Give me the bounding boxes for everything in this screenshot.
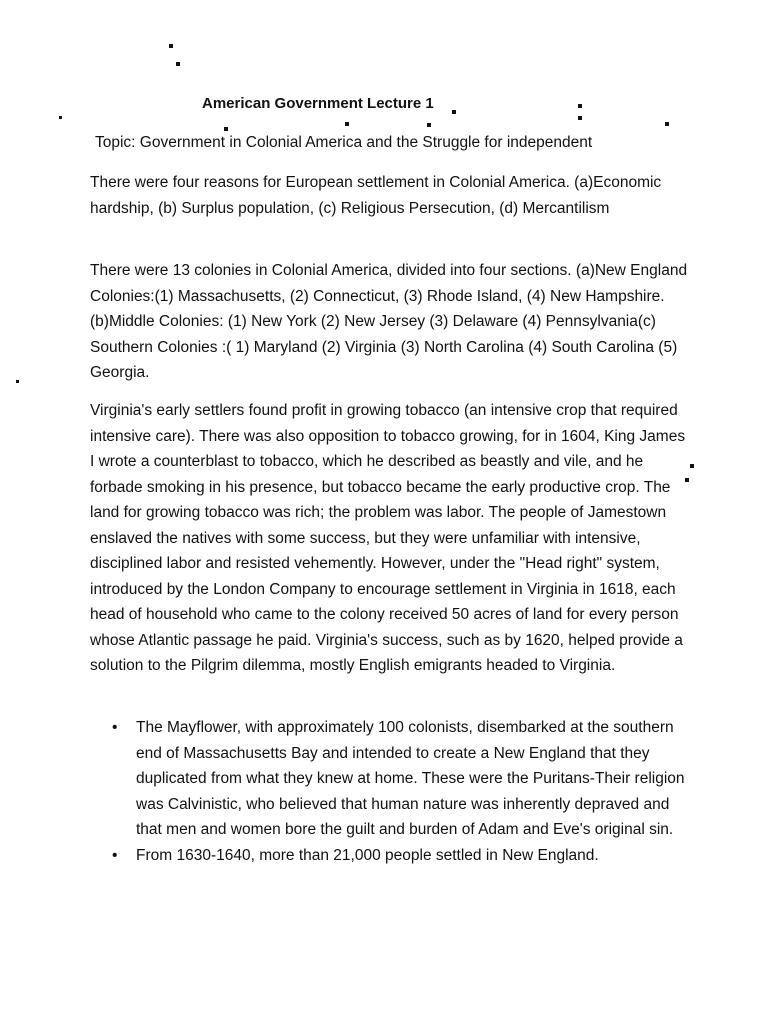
scan-speck — [665, 122, 669, 126]
scan-speck — [59, 116, 62, 119]
scan-speck — [345, 122, 349, 126]
paragraph-thirteen-colonies: There were 13 colonies in Colonial America, divided into four sections. (a)New England Colonies:(1) Massachusetts, (2) Connecticut, (3) Rhode Island, (4) New Hampshire. (b)Middle Colonies: (1) New York (2) New Jersey (3) Delaware (4) Pennsylvania(c) Southern Colonies :( 1) Maryland (2) Virginia (3) North Carolina (4) South Carolina (5) Georgia. — [90, 262, 688, 381]
topic-line: Topic: Government in Colonial America and the Struggle for independent — [95, 134, 593, 151]
paragraph-virginia-tobacco: Virginia's early settlers found profit in growing tobacco (an intensive crop that required intensive care). There was also opposition to tobacco growing, for in 1604, King James I wrote a counterblast to tobacco, which he described as beastly and vile, and he forbade smoking in his presence, but tobacco became the early productive crop. The land for growing tobacco was rich; the problem was labor. The people of Jamestown enslaved the natives with some success, but they were unfamiliar with intensive, disciplined labor and resisted vehemently. However, under the "Head right" system, introduced by the London Company to encourage settlement in Virginia in 1618, each head of household who came to the colony received 50 acres of land for every person whose Atlantic passage he paid. Virginia's success, such as by 1620, helped provide a solution to the Pilgrim dilemma, mostly English emigrants headed to Virginia. — [90, 402, 686, 674]
scan-speck — [427, 123, 431, 127]
scan-speck — [578, 104, 582, 108]
list-item-text: The Mayflower, with approximately 100 colonists, disembarked at the southern end of Massachusetts Bay and intended to create a New England that they duplicated from what they knew at home. These were the Puritans-Their religion was Calvinistic, who believed that human nature was inherently depraved and that men and women bore the guilt and burden of Adam and Eve's original sin. — [136, 719, 685, 838]
document-title: American Government Lecture 1 — [202, 95, 434, 112]
scan-speck — [176, 62, 180, 66]
list-item — [90, 843, 690, 869]
scan-speck — [578, 116, 582, 120]
scan-speck — [690, 464, 694, 468]
scan-speck — [224, 127, 228, 131]
scan-speck — [169, 44, 173, 48]
bullet-icon: • — [112, 719, 118, 736]
bullet-icon: • — [112, 846, 118, 864]
scan-speck — [452, 110, 456, 114]
paragraph-settlement-reasons: There were four reasons for European settlement in Colonial America. (a)Economic hardship, (b) Surplus population, (c) Religious Persecution, (d) Mercantilism — [90, 174, 662, 217]
bullet-list — [90, 715, 690, 868]
list-item-text: From 1630-1640, more than 21,000 people settled in New England. — [136, 846, 599, 864]
list-item — [90, 715, 690, 843]
scan-speck — [16, 380, 19, 383]
